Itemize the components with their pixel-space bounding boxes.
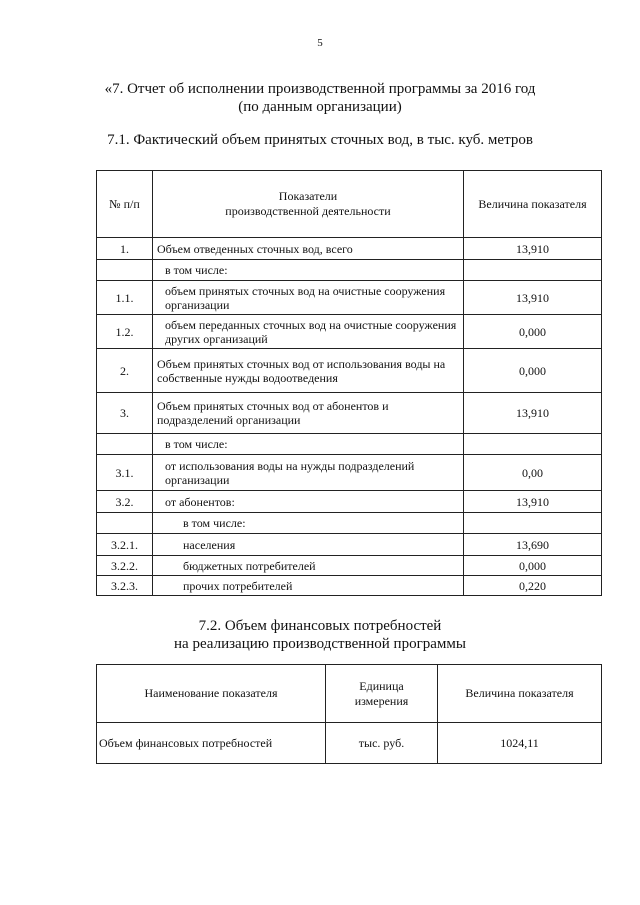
row-num: 3.2.3.: [97, 576, 153, 596]
table-row: [97, 534, 602, 556]
header-indicator-line1: Показатели: [278, 189, 338, 203]
row-num: 2.: [97, 349, 153, 393]
row-value: 13,690: [464, 534, 602, 556]
row-name: Объем принятых сточных вод от использования воды на собственные нужды водоотведения: [153, 349, 464, 393]
row-value: [464, 434, 602, 455]
row-num: 3.2.2.: [97, 556, 153, 576]
table-header-row: [97, 171, 602, 238]
row-value: 13,910: [464, 491, 602, 513]
table-row: [97, 238, 602, 260]
row-name: населения: [153, 534, 464, 556]
row-value: 0,000: [464, 349, 602, 393]
row-num: 1.1.: [97, 281, 153, 315]
row-value: 0,000: [464, 315, 602, 349]
row-num: 3.1.: [97, 455, 153, 491]
row-num: 3.2.: [97, 491, 153, 513]
section-7-2-title: 7.2. Объем финансовых потребностей: [198, 618, 442, 634]
header-value: Величина показателя: [464, 171, 602, 238]
row-num: [97, 260, 153, 281]
row-unit: тыс. руб.: [326, 723, 438, 764]
row-value: 0,00: [464, 455, 602, 491]
row-name: Объем финансовых потребностей: [97, 723, 326, 764]
header-unit-line1: Единица: [359, 678, 404, 693]
section-7-subtitle: (по данным организации): [238, 99, 402, 115]
table-row: [97, 349, 602, 393]
section-7-heading: [0, 80, 640, 116]
row-name: объем принятых сточных вод на очистные сооружения организации: [153, 281, 464, 315]
table-row: [97, 260, 602, 281]
header-indicator: [153, 171, 464, 238]
row-num: [97, 513, 153, 534]
header-unit: [326, 665, 438, 723]
row-name: в том числе:: [153, 434, 464, 455]
row-name: в том числе:: [153, 260, 464, 281]
table-row: [97, 723, 602, 764]
table-row: [97, 491, 602, 513]
page-number: 5: [317, 37, 323, 49]
table-row: [97, 393, 602, 434]
row-name: бюджетных потребителей: [153, 556, 464, 576]
table-header-row: [97, 665, 602, 723]
section-7-1-title: 7.1. Фактический объем принятых сточных вод, в тыс. куб. метров: [107, 132, 533, 148]
table-row: [97, 315, 602, 349]
section-7-title: «7. Отчет об исполнении производственной программы за 2016 год: [104, 81, 536, 97]
row-value: 13,910: [464, 393, 602, 434]
section-7-2-heading: [0, 617, 640, 653]
header-num: № п/п: [97, 171, 153, 238]
row-value: 13,910: [464, 281, 602, 315]
row-name: от абонентов:: [153, 491, 464, 513]
header-unit-line2: измерения: [354, 693, 409, 708]
financial-needs-table: [96, 664, 602, 764]
table-row: [97, 434, 602, 455]
row-name: объем переданных сточных вод на очистные сооружения других организаций: [153, 315, 464, 349]
row-value: 13,910: [464, 238, 602, 260]
row-value: [464, 260, 602, 281]
table-row: [97, 576, 602, 596]
section-7-2-subtitle: на реализацию производственной программы: [174, 636, 466, 652]
row-num: [97, 434, 153, 455]
row-name: Объем принятых сточных вод от абонентов и подразделений организации: [153, 393, 464, 434]
row-num: 3.: [97, 393, 153, 434]
row-num: 1.2.: [97, 315, 153, 349]
row-name: в том числе:: [153, 513, 464, 534]
row-name: от использования воды на нужды подразделений организации: [153, 455, 464, 491]
row-value: 0,000: [464, 556, 602, 576]
row-value: [464, 513, 602, 534]
header-value: Величина показателя: [438, 665, 602, 723]
table-row: [97, 513, 602, 534]
row-name: Объем отведенных сточных вод, всего: [153, 238, 464, 260]
header-indicator-line2: производственной деятельности: [225, 204, 391, 218]
row-value: 1024,11: [438, 723, 602, 764]
table-row: [97, 281, 602, 315]
row-name: прочих потребителей: [153, 576, 464, 596]
wastewater-volume-table: [96, 170, 602, 596]
row-value: 0,220: [464, 576, 602, 596]
header-indicator-name: Наименование показателя: [97, 665, 326, 723]
row-num: 3.2.1.: [97, 534, 153, 556]
table-row: [97, 556, 602, 576]
row-num: 1.: [97, 238, 153, 260]
table-row: [97, 455, 602, 491]
